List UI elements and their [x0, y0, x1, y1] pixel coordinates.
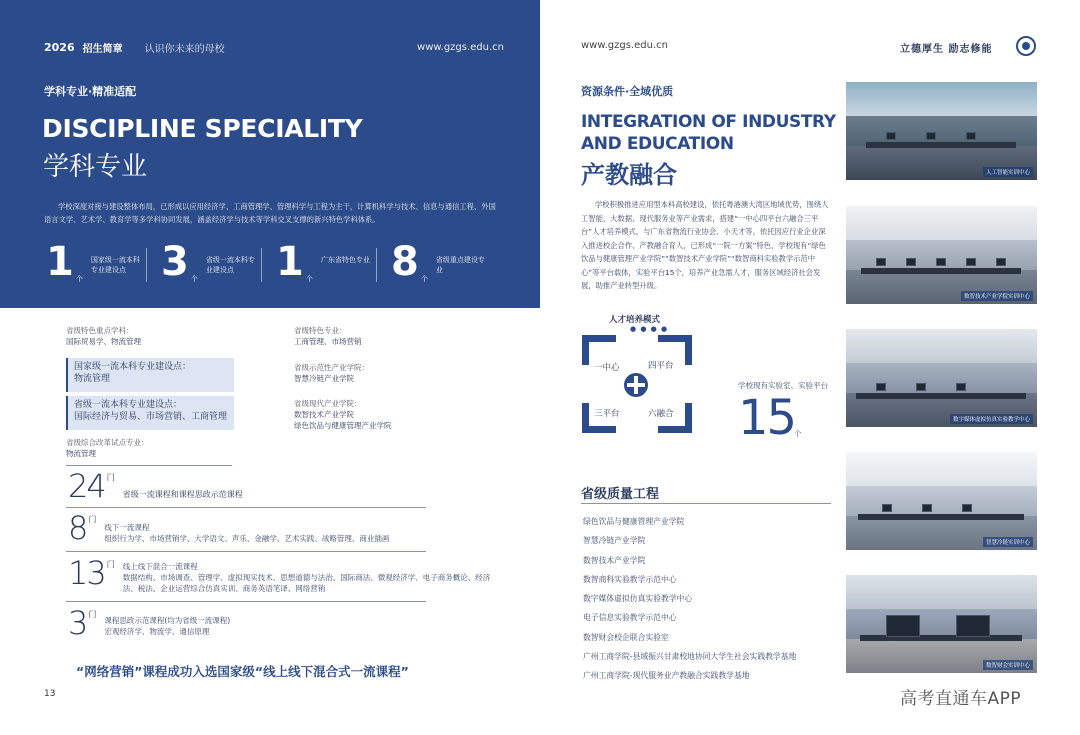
list-item: 数智财会校企联合实验室 — [583, 632, 669, 642]
photo-desk — [866, 142, 1016, 148]
stat-item — [46, 239, 161, 288]
lab-number: 15 — [738, 390, 796, 446]
photo-screen — [922, 504, 932, 512]
photo-caption: 数智技术产业学院实训中心 — [961, 291, 1033, 301]
block-key-discipline — [66, 325, 141, 347]
right-section-tag: 资源条件·全域优质 — [581, 85, 674, 98]
list-item: 绿色饮品与健康管理产业学院 — [583, 517, 685, 526]
course-list: 宏观经济学、物流学、通信原理 — [104, 627, 210, 636]
list-item: 数字媒体虚拟仿真实验教学中心 — [583, 594, 693, 604]
stat-unit: 个 — [190, 275, 198, 283]
mode-cell: 三平台 — [594, 409, 620, 419]
list-item: 智慧冷链产业学院 — [583, 536, 646, 546]
stat-number: 8 — [391, 239, 419, 285]
photo-lab — [846, 452, 1037, 550]
course-unit: 门 — [106, 560, 115, 569]
photo-lab — [846, 575, 1037, 673]
photo-screen — [882, 504, 892, 512]
right-title-zh: 产教融合 — [581, 161, 677, 189]
stat-divider — [146, 248, 147, 282]
school-motto: 立德厚生 励志修能 — [900, 44, 993, 55]
block-value: 绿色饮品与健康管理产业学院 — [294, 421, 392, 430]
block-title: 省级综合改革试点专业： — [66, 438, 149, 447]
page-header — [44, 40, 504, 55]
course-count: 24 — [68, 467, 105, 505]
title-zh: 学科专业 — [43, 152, 148, 182]
photo-lab — [846, 206, 1037, 304]
course-title: 课程思政示范课程(均为省级一流课程) — [104, 616, 231, 625]
course-group — [68, 604, 231, 642]
list-item: 数智商科实验教学示范中心 — [583, 574, 677, 584]
highlight-title: 国家级一流本科专业建设点： — [74, 362, 192, 372]
course-group — [68, 509, 390, 547]
course-count: 13 — [68, 554, 105, 592]
header-url[interactable]: www.gzgs.edu.cn — [417, 42, 504, 53]
photo-desk — [856, 393, 1026, 399]
cross-icon — [624, 373, 648, 397]
title-en: DISCIPLINE SPECIALITY — [42, 114, 363, 143]
divider — [66, 507, 426, 508]
list-item: 广州工商学院-现代服务业产教融合实践教学基地 — [583, 671, 750, 681]
stat-item — [161, 239, 276, 288]
course-count: 8 — [68, 509, 87, 547]
highlight-value: 物流管理 — [74, 374, 111, 384]
photo-screen — [876, 258, 886, 266]
stat-unit: 个 — [305, 275, 313, 283]
divider — [66, 465, 232, 466]
course-group — [68, 554, 503, 594]
photo-bg — [846, 329, 1037, 363]
stat-unit: 个 — [75, 275, 83, 283]
mode-cell: 一中心 — [594, 363, 620, 373]
photo-screen — [876, 383, 886, 391]
photo-desk — [858, 514, 1024, 520]
course-text — [104, 615, 230, 637]
intro-text: 学校深度对接与建设整体布局，已形成以应用经济学、工商管理学、管理科学与工程为主干，计算机科学与技术、信息与通信工程、外国语言文学、艺术学、教育学等多学科协同发展，涵盖经济学与技术等学科交叉支撑的新兴特色学科体系。 — [44, 202, 496, 224]
course-unit: 门 — [88, 610, 97, 619]
highlight-value: 国际经济与贸易、市场营销、工商管理 — [74, 412, 228, 422]
mode-cell: 六融合 — [648, 409, 674, 419]
block-value: 数智技术产业学院 — [294, 410, 354, 419]
right-title-en — [581, 111, 836, 155]
block-demo-college — [294, 362, 369, 384]
mode-dots: ● ● ● ● — [630, 325, 669, 333]
photo-screen — [956, 615, 990, 637]
stat-label: 国家级一流本科专业建设点 — [90, 256, 140, 274]
block-value: 智慧冷链产业学院 — [294, 374, 354, 383]
course-title: 省级一流课程和课程思政示范课程 — [122, 490, 243, 499]
stat-number: 3 — [161, 239, 189, 285]
photo-bg — [846, 82, 1037, 116]
training-mode-diagram — [582, 335, 692, 433]
photo-screen — [966, 132, 976, 140]
header-year: 2026 — [44, 41, 75, 54]
right-url[interactable]: www.gzgs.edu.cn — [581, 40, 668, 51]
photo-screen — [996, 258, 1006, 266]
photo-desk — [861, 268, 1021, 274]
course-group — [68, 467, 243, 505]
lab-unit: 个 — [794, 429, 802, 438]
course-count: 3 — [68, 604, 87, 642]
section-tag: 学科专业·精准适配 — [44, 85, 137, 98]
course-unit: 门 — [106, 473, 115, 482]
school-logo-icon — [1016, 36, 1036, 56]
photo-screen — [936, 258, 946, 266]
bottom-note: “网络营销”课程成功入选国家级“线上线下混合式一流课程” — [76, 664, 409, 679]
stat-label: 省级一流本科专业建设点 — [205, 256, 255, 274]
block-value: 物流管理 — [66, 449, 96, 458]
block-title: 省级特色重点学科： — [66, 326, 134, 335]
photo-caption: 人工智能实训中心 — [983, 167, 1033, 177]
header-booklet: 招生简章 — [82, 44, 123, 55]
block-feature-major — [294, 325, 362, 347]
photo-bg — [846, 206, 1037, 240]
stat-label: 广东省特色专业 — [320, 256, 370, 264]
photo-bg — [846, 363, 1037, 392]
title-en-line: INTEGRATION OF INDUSTRY — [581, 112, 836, 132]
photo-lab — [846, 329, 1037, 427]
mode-title: 人才培养模式 — [609, 315, 661, 325]
page-number: 13 — [44, 689, 56, 699]
stat-item — [276, 239, 391, 288]
title-en-line: AND EDUCATION — [581, 134, 734, 154]
block-modern-college — [294, 398, 392, 431]
stats-row — [46, 239, 506, 288]
quality-title: 省级质量工程 — [581, 487, 660, 502]
course-text — [104, 522, 389, 544]
block-value: 国际贸易学、物流管理 — [66, 337, 141, 346]
block-title: 省级现代产业学院： — [294, 399, 362, 408]
highlight-provincial-major — [66, 396, 234, 430]
stat-number: 1 — [276, 239, 304, 285]
photo-screen — [926, 132, 936, 140]
stat-divider — [376, 248, 377, 282]
header-panel — [0, 0, 540, 308]
photo-bg — [846, 452, 1037, 486]
highlight-title: 省级一流本科专业建设点： — [74, 400, 183, 410]
divider — [66, 601, 426, 602]
course-list: 组织行为学、市场营销学、大学语文、声乐、金融学、艺术实践、战略管理、商业插画 — [104, 534, 390, 543]
photo-screen — [916, 383, 926, 391]
course-title: 线下一流课程 — [104, 523, 150, 532]
photo-desk — [860, 635, 1022, 641]
divider — [66, 551, 426, 552]
photo-caption: 数智财会实训中心 — [983, 660, 1033, 670]
stat-item — [391, 239, 506, 288]
block-reform-major — [66, 437, 149, 459]
course-text — [123, 561, 503, 594]
lab-label: 学校现有实验室、实验平台 — [738, 381, 828, 390]
block-value: 工商管理、市场营销 — [294, 337, 362, 346]
photo-screen — [906, 258, 916, 266]
block-title: 省级示范性产业学院： — [294, 363, 369, 372]
photo-bg — [846, 486, 1037, 515]
stat-unit: 个 — [420, 275, 428, 283]
list-item: 电子信息实验教学示范中心 — [583, 613, 677, 623]
photo-screen — [956, 383, 966, 391]
stat-label: 省级重点建设专业 — [435, 256, 485, 274]
stat-divider — [261, 248, 262, 282]
photo-screen — [886, 132, 896, 140]
photo-screen — [962, 504, 972, 512]
mode-cell: 四平台 — [648, 361, 674, 371]
photo-caption: 智慧冷链实训中心 — [983, 537, 1033, 547]
list-item: 数智技术产业学院 — [583, 555, 646, 565]
list-item: 广州工商学院-县域振兴甘肃校地协同大学生社会实践教学基地 — [583, 652, 797, 662]
photo-lab — [846, 82, 1037, 180]
stat-number: 1 — [46, 239, 74, 285]
course-list: 数据结构、市场调查、管理学、虚拟现实技术、思想道德与法治、国际商法、微观经济学、电子商务概论、经济法、税法、企业运营综合仿真实训、商务英语笔译、网络营销 — [122, 573, 491, 593]
photo-bg — [846, 575, 1037, 609]
watermark: 高考直通车APP — [900, 689, 1022, 709]
photo-screen — [966, 258, 976, 266]
header-slogan: 认识你未来的母校 — [144, 44, 225, 55]
divider — [581, 503, 831, 504]
photo-screen — [886, 615, 920, 637]
right-paragraph: 学校积极推进应用型本科高校建设，依托粤港澳大湾区地域优势，围绕人工智能、大数据、现代服务业等产业需求，搭建“一中心四平台六融合三平台”人才培养模式，与广东省物流行业协会、小天才等，依托因应行业企业深入推进校企合作、产教融合育人，已形成“一院一方案”特色，学校现有“绿色饮品与健康管理产业学院”“数智技术产业学院”“数智商科实验教学示范中心”等平台载体，实验平台15个，培养产业急需人才，服务区域经济社会发展，助推产业转型升级。 — [581, 200, 829, 290]
quality-list — [583, 512, 843, 686]
block-title: 省级特色专业： — [294, 326, 347, 335]
course-title: 线上线下混合一流课程 — [122, 562, 198, 571]
photo-caption: 数字媒体虚拟仿真实验教学中心 — [950, 414, 1033, 424]
course-unit: 门 — [88, 515, 97, 524]
highlight-national-major — [66, 358, 234, 392]
